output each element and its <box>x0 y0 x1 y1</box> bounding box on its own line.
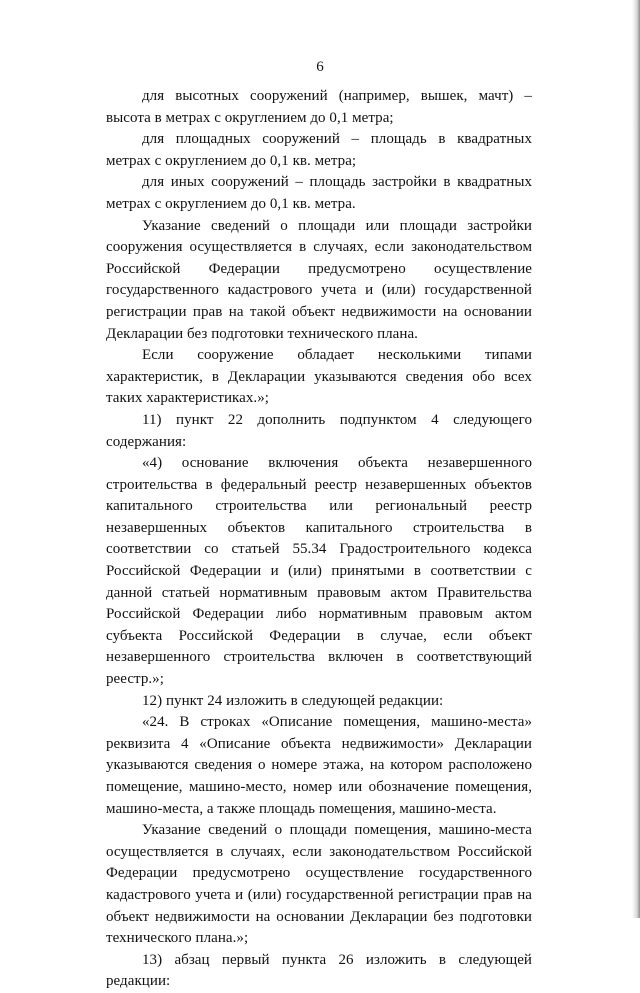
paragraph-item-11: 11) пункт 22 дополнить подпунктом 4 следующего содержания: <box>106 411 532 450</box>
paragraph-subitem-4: «4) основание включения объекта незавершенного строительства в федеральный реестр незавершенных объектов капитального строительства или региональный реестр незавершенных объектов капитального строительства в соответствии со статьей 55.34 Градостроительного кодекса Российской Федерации и (или) принятыми в соответствии с данной статьей нормативным правовым актом Правительства Российской Федерации либо нормативным правовым актом субъекта Российской Федерации в случае, если объект незавершенного строительства включен в соответствующий реестр.»; <box>106 455 532 688</box>
document-body <box>106 86 532 993</box>
paragraph-other-structures: для иных сооружений – площадь застройки в квадратных метрах с округлением до 0,1 кв. метра. <box>106 174 532 212</box>
paragraph-multiple-characteristics: Если сооружение обладает несколькими типами характеристик, в Декларации указываются сведения обо всех таких характеристиках.»; <box>106 347 532 407</box>
paragraph-area-structures: для площадных сооружений – площадь в квадратных метрах с округлением до 0,1 кв. метра; <box>106 131 532 169</box>
paragraph-area-info-conditions: Указание сведений о площади или площади застройки сооружения осуществляется в случаях, если законодательством Российской Федерации предусмотрено осуществление государственного кадастрового учета и (или) государственной регистрации прав на такой объект недвижимости на основании Декларации без подготовки технического плана. <box>106 217 532 342</box>
page-number: 6 <box>316 59 324 75</box>
paragraph-point-24: «24. В строках «Описание помещения, машино-места» реквизита 4 «Описание объекта недвижимости» Декларации указываются сведения о номере этажа, на котором расположено помещение, машино-место, номер или обозначение помещения, машино-места, а также площадь помещения, машино-места. <box>106 714 532 817</box>
paragraph-item-12: 12) пункт 24 изложить в следующей редакции: <box>142 692 444 709</box>
page-edge-shadow <box>632 0 640 918</box>
paragraph-premises-area-conditions: Указание сведений о площади помещения, машино-места осуществляется в случаях, если законодательством Российской Федерации предусмотрено осуществление государственного кадастрового учета и (или) государственной регистрации прав на объект недвижимости на основании Декларации без подготовки технического плана.»; <box>106 822 532 947</box>
paragraph-item-13: 13) абзац первый пункта 26 изложить в следующей редакции: <box>106 951 532 990</box>
paragraph-high-rise-structures: для высотных сооружений (например, вышек, мачт) – высота в метрах с округлением до 0,1 метра; <box>106 88 532 126</box>
